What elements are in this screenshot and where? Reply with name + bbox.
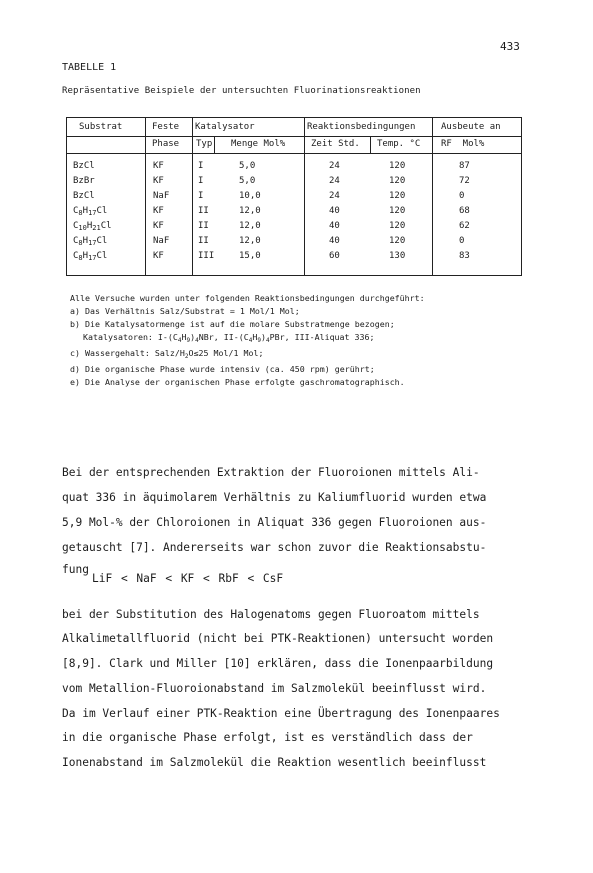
paragraph-2-line: bei der Substitution des Halogenatoms gegen Fluoroatom mittels [62, 608, 480, 621]
table-title: TABELLE 1 [62, 62, 117, 73]
table-row [67, 236, 521, 251]
cell-typ: I [198, 161, 204, 171]
cell-temp: 120 [389, 221, 406, 231]
cell-temp: 120 [389, 206, 406, 216]
cell-substrat: $C_{10}H_{21}Cl$ [73, 221, 112, 232]
cell-menge: 5,0 [239, 176, 256, 186]
note-c: c) Wassergehalt: Salz/$H_2O\le 25$ Mol/1 Mol; [70, 348, 264, 360]
cell-phase: KF [153, 251, 164, 261]
cell-substrat: BzBr [73, 176, 95, 186]
table-row [67, 206, 521, 221]
paragraph-2-line: in die organische Phase erfolgt, ist es verständlich dass der [62, 731, 473, 744]
cell-typ: II [198, 236, 209, 246]
cell-rf: 68 [459, 206, 470, 216]
table-row [67, 161, 521, 176]
cell-typ: III [198, 251, 215, 261]
cell-zeit: 40 [329, 236, 340, 246]
header-feste: Feste [152, 122, 180, 132]
cell-temp: 120 [389, 236, 406, 246]
cell-zeit: 40 [329, 206, 340, 216]
cell-zeit: 60 [329, 251, 340, 261]
paragraph-1-line: fung [62, 563, 89, 576]
cell-menge: 12,0 [239, 206, 261, 216]
subheader-rf: RF Mol% [441, 139, 485, 149]
cell-rf: 62 [459, 221, 470, 231]
table-row [67, 191, 521, 206]
subheader-zeit: Zeit Std. [311, 139, 360, 149]
paragraph-1-line: 5,9 Mol-% der Chloroionen in Aliquat 336 gegen Fluoroionen aus- [62, 516, 487, 529]
column-divider [214, 136, 215, 153]
cell-zeit: 40 [329, 221, 340, 231]
table-row [67, 221, 521, 236]
cell-temp: 120 [389, 176, 406, 186]
note-a: a) Das Verhältnis Salz/Substrat = 1 Mol/1 Mol; [70, 306, 300, 316]
cell-phase: KF [153, 206, 164, 216]
cell-typ: I [198, 191, 204, 201]
paragraph-2-line: Da im Verlauf einer PTK-Reaktion eine Übertragung des Ionenpaares [62, 707, 500, 720]
cell-rf: 72 [459, 176, 470, 186]
paragraph-2-line: Ionenabstand im Salzmolekül die Reaktion wesentlich beeinflusst [62, 756, 487, 769]
cell-rf: 83 [459, 251, 470, 261]
cell-temp: 120 [389, 191, 406, 201]
subheader-temp: Temp. °C [377, 139, 421, 149]
header-substrat: Substrat [79, 122, 123, 132]
table-caption: Repräsentative Beispiele der untersuchten Fluorinationsreaktionen [62, 86, 421, 96]
subheader-menge: Menge Mol% [231, 139, 286, 149]
cell-phase: KF [153, 176, 164, 186]
header-ausbeute: Ausbeute an [441, 122, 501, 132]
note-b-catalysts: Katalysatoren: $I-(C_4H_9)_4NBr$, $II-(C_4H_9)_4PBr$, III-Aliquat 336; [83, 332, 375, 344]
cell-menge: 10,0 [239, 191, 261, 201]
cell-rf: 0 [459, 191, 465, 201]
page-number: 433 [500, 40, 520, 53]
cell-substrat: BzCl [73, 191, 95, 201]
subheader-typ: Typ [196, 139, 213, 149]
cell-zeit: 24 [329, 191, 340, 201]
subheader-phase: Phase [152, 139, 180, 149]
paragraph-1-line: getauscht [7]. Andererseits war schon zuvor die Reaktionsabstu- [62, 541, 487, 554]
table-notes [70, 292, 425, 389]
header-divider [67, 136, 521, 137]
table-row [67, 176, 521, 191]
note-intro: Alle Versuche wurden unter folgenden Reaktionsbedingungen durchgeführt: [70, 293, 425, 303]
cell-phase: KF [153, 221, 164, 231]
note-d: d) Die organische Phase wurde intensiv (ca. 450 rpm) gerührt; [70, 364, 375, 374]
cell-zeit: 24 [329, 176, 340, 186]
cell-typ: II [198, 206, 209, 216]
header-reaktionsbedingungen: Reaktionsbedingungen [307, 122, 416, 132]
header-divider [67, 153, 521, 154]
cell-menge: 12,0 [239, 236, 261, 246]
cell-menge: 5,0 [239, 161, 256, 171]
note-e: e) Die Analyse der organischen Phase erfolgte gaschromatographisch. [70, 377, 405, 387]
cell-typ: II [198, 221, 209, 231]
results-table [66, 117, 522, 276]
note-b: b) Die Katalysatormenge ist auf die molare Substratmenge bezogen; [70, 319, 395, 329]
column-divider [370, 136, 371, 153]
cell-typ: I [198, 176, 204, 186]
paragraph-2-line: [8,9]. Clark und Miller [10] erklären, dass die Ionenpaarbildung [62, 657, 494, 670]
cell-substrat: $C_8H_{17}Cl$ [73, 236, 108, 247]
cell-menge: 15,0 [239, 251, 261, 261]
table-row [67, 251, 521, 266]
cell-substrat: $C_8H_{17}Cl$ [73, 251, 108, 262]
paragraph-1-line: Bei der entsprechenden Extraktion der Fluoroionen mittels Ali- [62, 466, 480, 479]
cell-zeit: 24 [329, 161, 340, 171]
cell-substrat: BzCl [73, 161, 95, 171]
cell-rf: 87 [459, 161, 470, 171]
cell-phase: NaF [153, 191, 170, 201]
cell-phase: KF [153, 161, 164, 171]
paragraph-1-line: quat 336 in äquimolarem Verhältnis zu Kaliumfluorid wurden etwa [62, 491, 487, 504]
inequality: LiF < NaF < KF < RbF < CsF [92, 572, 284, 585]
header-katalysator: Katalysator [195, 122, 255, 132]
cell-substrat: $C_8H_{17}Cl$ [73, 206, 108, 217]
cell-rf: 0 [459, 236, 465, 246]
cell-menge: 12,0 [239, 221, 261, 231]
paragraph-2-line: Alkalimetallfluorid (nicht bei PTK-Reaktionen) untersucht worden [62, 632, 494, 645]
cell-phase: NaF [153, 236, 170, 246]
cell-temp: 120 [389, 161, 406, 171]
paragraph-2-line: vom Metallion-Fluoroionabstand im Salzmolekül beeinflusst wird. [62, 682, 487, 695]
cell-temp: 130 [389, 251, 406, 261]
